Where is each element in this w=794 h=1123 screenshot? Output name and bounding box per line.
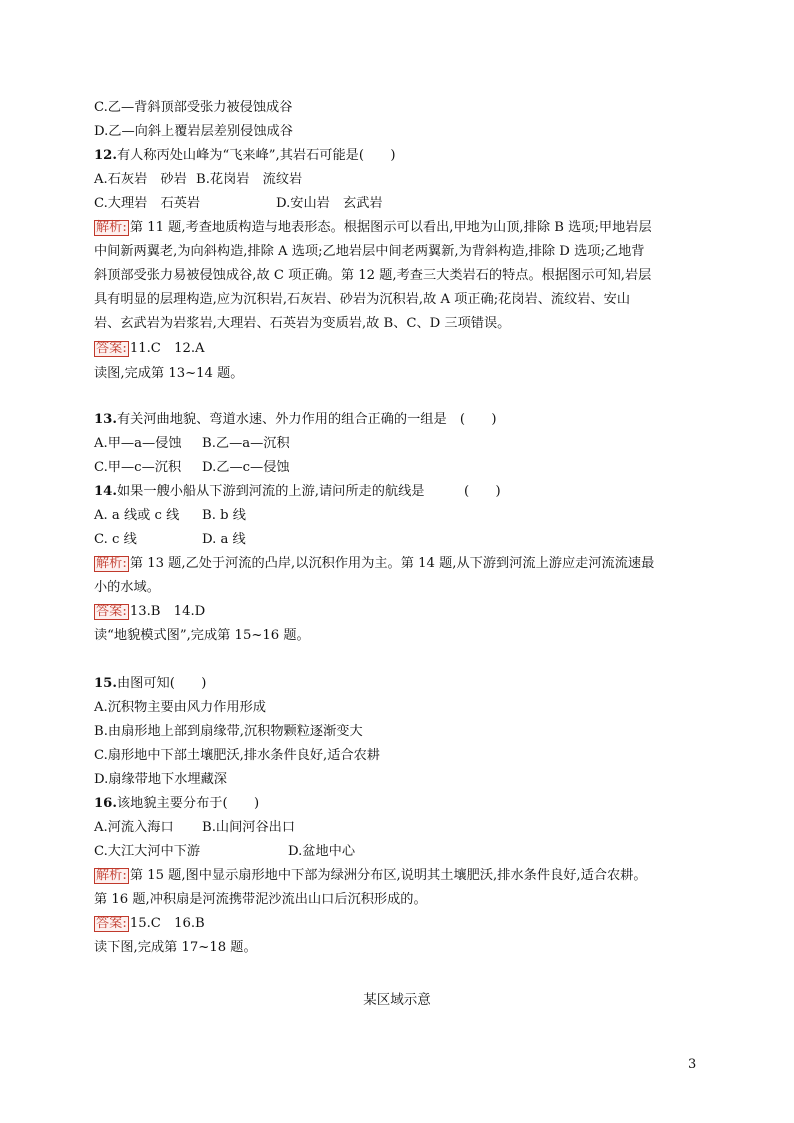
analysis-11-12-line-4: 具有明显的层理构造,应为沉积岩,石灰岩、砂岩为沉积岩,故 A 项正确;花岗岩、流纹岩、安山 [94,292,631,307]
analysis-11-12-line-1 [94,220,652,236]
answer-text: 11.C 12.A [129,341,205,356]
analysis-11-12-line-2: 中间新两翼老,为向斜构造,排除 A 选项;乙地岩层中间老两翼新,为背斜构造,排除 D 选项;乙地背 [94,244,645,259]
analysis-label: 解析: [96,868,127,883]
q12-options-cd [94,196,383,212]
question-14 [94,484,501,500]
question-stem: 有人称丙处山峰为“飞来峰”,其岩石可能是( ) [116,148,396,163]
analysis-text: 第 15 题,图中显示扇形地中下部为绿洲分布区,说明其土壤肥沃,排水条件良好,适合农耕。 [129,868,647,883]
analysis-text: 第 11 题,考查地质构造与地表形态。根据图示可以看出,甲地为山顶,排除 B 选项;甲地岩层 [129,220,652,235]
q16-option-a: A.河流入海口 [94,820,174,835]
q16-options-cd [94,844,355,860]
question-13 [94,412,497,428]
q16-option-b: B.山间河谷出口 [202,820,296,835]
q16-options-ab [94,820,295,836]
answer-label: 答案: [96,916,127,931]
q11-option-c: C.乙—背斜顶部受张力被侵蚀成谷 [94,100,293,115]
q12-option-d: D.安山岩 玄武岩 [276,196,383,211]
question-15 [94,676,206,692]
question-number: 13. [94,412,117,427]
q16-option-c: C.大江大河中下游 [94,844,201,859]
answer-text: 13.B 14.D [129,604,206,619]
q16-option-d: D.盆地中心 [288,844,356,859]
question-number: 15. [94,676,117,691]
q15-option-b: B.由扇形地上部到扇缘带,沉积物颗粒逐渐变大 [94,724,363,739]
q15-option-d: D.扇缘带地下水埋藏深 [94,772,227,787]
answer-label: 答案: [96,341,127,356]
analysis-13-14-line-2: 小的水域。 [94,580,160,595]
question-number: 16. [94,796,117,811]
analysis-label: 解析: [96,220,127,235]
analysis-11-12-line-5: 岩、玄武岩为岩浆岩,大理岩、石英岩为变质岩,故 B、C、D 三项错误。 [94,316,511,331]
page-number: 3 [688,1057,697,1072]
q14-option-b: B. b 线 [202,508,246,523]
read-instruction-15-16: 读“地貌模式图”,完成第 15~16 题。 [94,628,310,643]
analysis-text: 第 13 题,乙处于河流的凸岸,以沉积作用为主。第 14 题,从下游到河流上游应走河流流速最 [129,556,655,571]
q14-option-c: C. c 线 [94,532,137,547]
q14-option-d: D. a 线 [202,532,246,547]
analysis-label: 解析: [96,556,127,571]
analysis-15-16-line-2: 第 16 题,冲积扇是河流携带泥沙流出山口后沉积形成的。 [94,892,427,907]
q14-options-cd [94,532,246,548]
q12-option-a: A.石灰岩 砂岩 [94,172,187,187]
answer-11-12 [94,341,205,357]
question-stem: 有关河曲地貌、弯道水速、外力作用的组合正确的一组是 ( ) [116,412,497,427]
question-stem: 由图可知( ) [116,676,207,691]
q12-option-b: B.花岗岩 流纹岩 [196,172,303,187]
analysis-13-14-line-1 [94,556,654,572]
q12-options-ab [94,172,302,188]
q15-option-a: A.沉积物主要由风力作用形成 [94,700,266,715]
question-12 [94,148,395,164]
q13-options-cd [94,460,290,476]
read-instruction-13-14: 读图,完成第 13~14 题。 [94,366,244,381]
answer-15-16 [94,916,205,932]
read-instruction-17-18: 读下图,完成第 17~18 题。 [94,940,257,955]
q12-option-c: C.大理岩 石英岩 [94,196,201,211]
q13-option-a: A.甲—a—侵蚀 [94,436,182,451]
q13-option-b: B.乙—a—沉积 [202,436,290,451]
answer-label: 答案: [96,604,127,619]
analysis-11-12-line-3: 斜顶部受张力易被侵蚀成谷,故 C 项正确。第 12 题,考查三大类岩石的特点。根据图示可知,岩层 [94,268,652,283]
q15-option-c: C.扇形地中下部土壤肥沃,排水条件良好,适合农耕 [94,748,380,763]
figure-caption: 某区域示意 [363,992,431,1008]
question-16 [94,796,259,812]
q13-options-ab [94,436,290,452]
q14-option-a: A. a 线或 c 线 [94,508,180,523]
answer-text: 15.C 16.B [129,916,205,931]
q13-option-d: D.乙—c—侵蚀 [202,460,290,475]
q11-option-d: D.乙—向斜上覆岩层差别侵蚀成谷 [94,124,293,139]
answer-13-14 [94,604,205,620]
analysis-15-16-line-1 [94,868,647,884]
question-stem: 该地貌主要分布于( ) [116,796,260,811]
question-stem: 如果一艘小船从下游到河流的上游,请问所走的航线是 ( ) [116,484,501,499]
q13-option-c: C.甲—c—沉积 [94,460,182,475]
question-number: 12. [94,148,117,163]
q14-options-ab [94,508,246,524]
question-number: 14. [94,484,117,499]
